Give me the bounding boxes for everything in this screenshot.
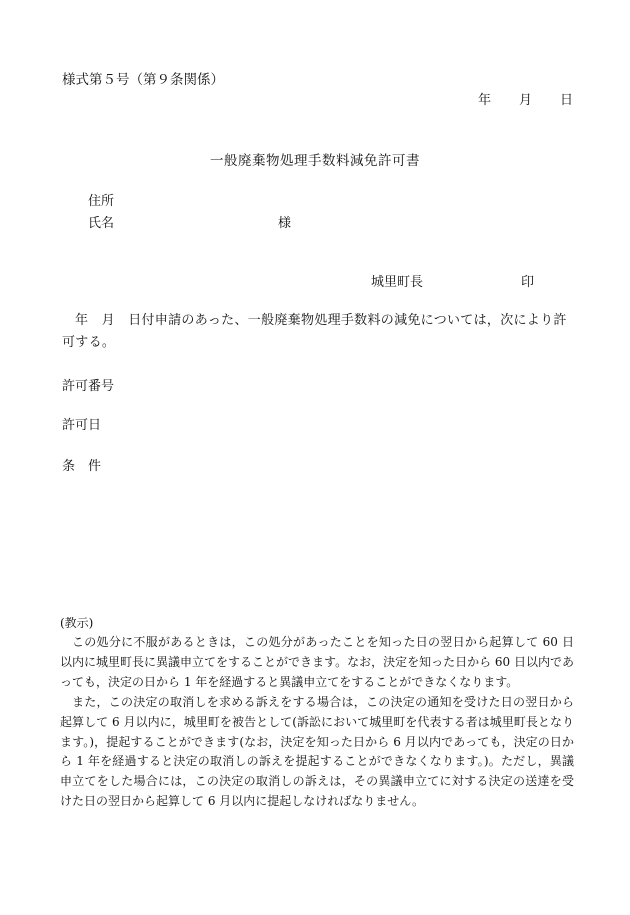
address-label: 住所 [88,194,115,209]
date-day-label: 日 [560,93,574,108]
notice-heading: (教示) [60,616,94,630]
notice-paragraph: この処分に不服があるときは，この処分があったことを知った日の翌日から起算して 60 日以内に城里町長に異議申立てをすることができます。なお，決定を知った日から 60 日以内であっても，決定の日から 1 年を経過すると異議申立てをすることができなくなります。 [60,635,574,689]
notice-paragraph: また，この決定の取消しを求める訴えをする場合は，この決定の通知を受けた日の翌日から起算して 6 月以内に，城里町を被告として(訴訟において城里町を代表する者は城里町長となります。)，提起することができます(なお，決定を知った日から 6 月以内であっても，決定の日から 1 年を経過すると決定の取消しの訴えを提起することができなくなります。)。ただし，異議申立てをした場合には，この決定の取消しの訴えは，その異議申立てに対する決定の送達を受けた日の翌日から起算して 6 月以内に提起しなければなりません。 [60,695,574,808]
date-month-label: 月 [519,93,533,108]
form-number: 様式第５号（第９条関係） [62,72,224,88]
permit-body-text: 年 月 日付申請のあった、一般廃棄物処理手数料の減免については，次により許可する。 [62,313,567,350]
date-year-label: 年 [478,93,492,108]
permit-number-label: 許可番号 [62,379,115,394]
honorific-label: 様 [278,216,292,231]
date-line [478,89,573,108]
conditions-label: 条 件 [62,459,102,474]
page-title: 一般廃棄物処理手数料減免許可書 [210,153,420,169]
permit-date-label: 許可日 [62,418,102,433]
issuer-label: 城里町長 [371,275,424,290]
seal-mark: 印 [521,275,535,290]
name-label: 氏名 [88,216,115,231]
